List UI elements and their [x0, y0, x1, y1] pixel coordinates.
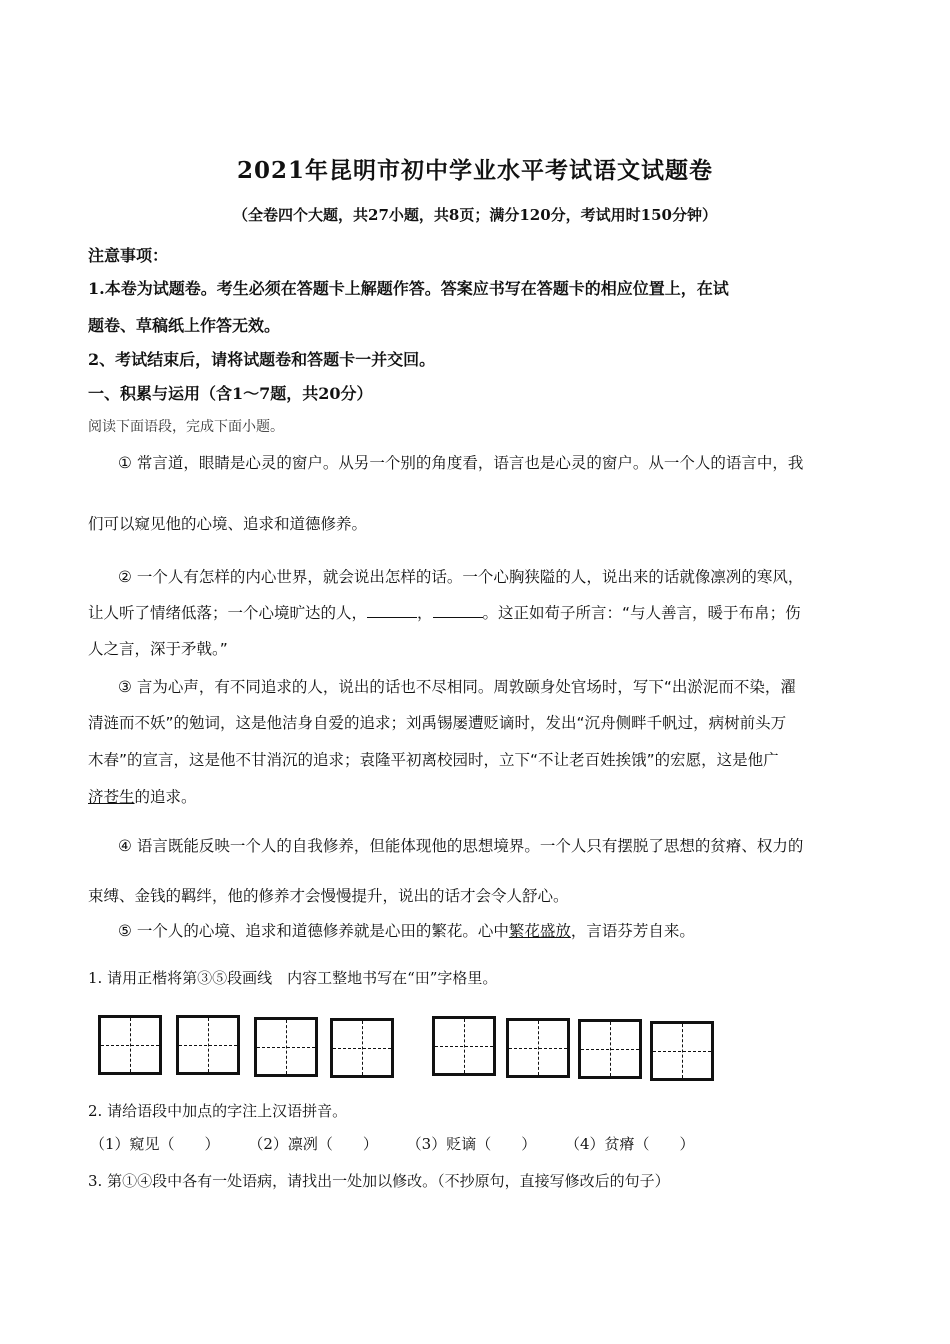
question-2: 2. 请给语段中加点的字注上汉语拼音。	[88, 1102, 348, 1120]
paragraph-5-text-a: ⑤ 一个人的心境、追求和道德修养就是心田的繁花。心中	[118, 922, 509, 940]
paragraph-3-line-4-rest: 的追求。	[134, 788, 197, 806]
exam-title: 2021年昆明市初中学业水平考试语文试题卷	[236, 157, 713, 184]
q2-item-1: （1）窥见（ ）	[90, 1135, 220, 1153]
notice-item-2: 2、考试结束后，请将试题卷和答题卡一并交回。	[88, 350, 436, 369]
question-1: 1. 请用正楷将第③⑤段画线 内容工整地书写在“田”字格里。	[88, 969, 498, 987]
paragraph-2-line-1: ② 一个人有怎样的内心世界，就会说出怎样的话。一个心胸狭隘的人，说出来的话就像凛冽的寒风，	[118, 568, 804, 586]
paragraph-2-line-3: 人之言，深于矛戟。”	[88, 640, 228, 658]
tianzige-grid	[98, 1013, 718, 1085]
paragraph-1-line-1: ① 常言道，眼睛是心灵的窗户。从另一个别的角度看，语言也是心灵的窗户。从一个人的语言中，我	[118, 454, 804, 472]
paragraph-5	[118, 919, 695, 941]
tianzige-cell[interactable]	[650, 1021, 714, 1081]
section-1-heading: 一、积累与运用（含1～7题，共20分）	[88, 384, 373, 403]
paragraph-5-text-b: ，言语芬芳自来。	[570, 922, 695, 940]
paragraph-2-text-c: 。这正如荀子所言：“与人善言，暖于布帛；伤	[482, 604, 801, 622]
answer-blank-2	[433, 603, 483, 618]
paragraph-3-line-4	[88, 785, 197, 807]
tianzige-cell[interactable]	[254, 1017, 318, 1077]
notice-heading: 注意事项：	[88, 246, 169, 265]
tianzige-cell[interactable]	[176, 1015, 240, 1075]
q2-item-4: （4）贫瘠（ ）	[564, 1135, 695, 1153]
notice-item-1-line-1: 1.本卷为试题卷。考生必须在答题卡上解题作答。答案应书写在答题卡的相应位置上，在试	[88, 279, 729, 298]
tianzige-cell[interactable]	[330, 1018, 394, 1078]
tianzige-cell[interactable]	[506, 1018, 570, 1078]
section-1-intro: 阅读下面语段，完成下面小题。	[88, 419, 284, 435]
tianzige-cell[interactable]	[98, 1015, 162, 1075]
answer-blank-1	[367, 603, 417, 618]
underlined-phrase-jicangsheng: 济苍生	[88, 788, 135, 806]
q2-item-2: （2）凛冽（ ）	[248, 1135, 378, 1153]
paragraph-2-text-b: ，	[417, 604, 433, 622]
paragraph-3-line-2: 清涟而不妖”的勉词，这是他洁身自爱的追求；刘禹锡屡遭贬谪时，发出“沉舟侧畔千帆过，病树前头万	[88, 714, 787, 732]
tianzige-cell[interactable]	[578, 1019, 642, 1079]
paragraph-1-line-2: 们可以窥见他的心境、追求和道德修养。	[88, 515, 368, 533]
paragraph-3-line-3: 木春”的宣言，这是他不甘消沉的追求；袁隆平初离校园时，立下“不让老百姓挨饿”的宏愿，这是他广	[88, 751, 779, 769]
question-3: 3. 第①④段中各有一处语病，请找出一处加以修改。（不抄原句，直接写修改后的句子）	[88, 1172, 670, 1190]
tianzige-cell[interactable]	[432, 1016, 496, 1076]
paragraph-2-text-a: 让人听了情绪低落；一个心境旷达的人，	[88, 604, 368, 622]
q2-item-3: （3）贬谪（ ）	[406, 1135, 537, 1153]
paragraph-4-line-1: ④ 语言既能反映一个人的自我修养，但能体现他的思想境界。一个人只有摆脱了思想的贫瘠、权力的	[118, 837, 804, 855]
paragraph-3-line-1: ③ 言为心声，有不同追求的人，说出的话也不尽相同。周敦颐身处官场时，写下“出淤泥而不染，濯	[118, 678, 796, 696]
exam-subtitle: （全卷四个大题，共27小题，共8页；满分120分，考试用时150分钟）	[233, 206, 717, 224]
paragraph-2-line-2	[88, 601, 801, 623]
notice-item-1-line-2: 题卷、草稿纸上作答无效。	[88, 316, 281, 335]
paragraph-4-line-2: 束缚、金钱的羁绊，他的修养才会慢慢提升，说出的话才会令人舒心。	[88, 887, 569, 905]
underlined-phrase-fanhua: 繁花盛放	[508, 922, 571, 940]
question-2-items	[90, 1133, 695, 1154]
